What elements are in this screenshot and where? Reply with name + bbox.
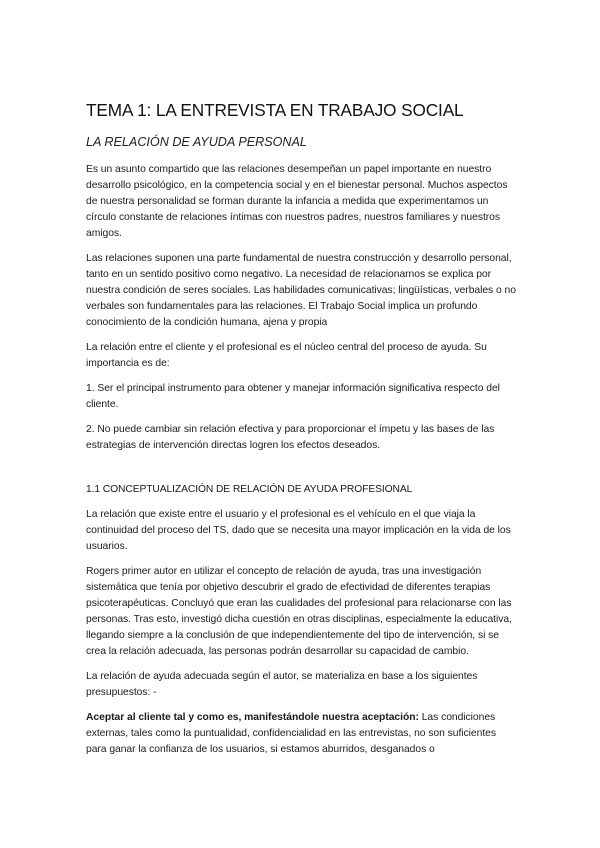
document-subtitle: LA RELACIÓN DE AYUDA PERSONAL [86, 135, 307, 149]
section-heading: 1.1 CONCEPTUALIZACIÓN DE RELACIÓN DE AYUDA PROFESIONAL [86, 484, 413, 495]
paragraph: Rogers primer autor en utilizar el concepto de relación de ayuda, tras una investigación sistemática que tenía por objetivo descubrir el grado de efectividad de diferentes terapias psicoterapéuticas. Concluyó que eran las cualidades del profesional para relacionarse con las personas. Tras esto, investigó dicha cuestión en otras disciplinas, especialmente la educativa, llegando siempre a la conclusión de que independientemente del tipo de intervención, si se crea la relación adecuada, las personas podrán desarrollar su capacidad de cambio. [86, 566, 512, 657]
paragraph: La relación entre el cliente y el profesional es el núcleo central del proceso de ayuda. Su importancia es de: [86, 342, 487, 369]
paragraph: Es un asunto compartido que las relaciones desempeñan un papel importante en nuestro desarrollo psicológico, en la competencia social y en el bienestar personal. Muchos aspectos de nuestra personalidad se forman durante la infancia a medida que experimentamos un círculo constante de relaciones íntimas con nuestros padres, nuestros familiares y nuestros amigos. [86, 164, 508, 239]
document-title: TEMA 1: LA ENTREVISTA EN TRABAJO SOCIAL [86, 100, 464, 120]
paragraph: Las relaciones suponen una parte fundamental de nuestra construcción y desarrollo personal, tanto en un sentido positivo como negativo. La necesidad de relacionarnos se explica por nuestra condición de seres sociales. Las habilidades comunicativas; lingüísticas, verbales o no verbales son fundamentales para las relaciones. El Trabajo Social implica un profundo conocimiento de la condición humana, ajena y propia [86, 253, 516, 328]
paragraph: La relación de ayuda adecuada según el autor, se materializa en base a los siguientes presupuestos: - [86, 671, 478, 698]
paragraph [86, 710, 516, 758]
bold-lead: Aceptar al cliente tal y como es, manifestándole nuestra aceptación: [86, 712, 419, 723]
paragraph-text: Las condiciones externas, tales como la puntualidad, confidencialidad en las entrevistas, no son suficientes para ganar la confianza de los usuarios, si estamos aburridos, desganados o [86, 712, 496, 755]
document-content [86, 100, 516, 767]
list-item: 1. Ser el principal instrumento para obtener y manejar información significativa respecto del cliente. [86, 383, 500, 410]
paragraph: La relación que existe entre el usuario y el profesional es el vehículo en el que viaja la continuidad del proceso del TS, dado que se necesita una mayor implicación en la vida de los usuarios. [86, 509, 511, 552]
list-item: 2. No puede cambiar sin relación efectiva y para proporcionar el ímpetu y las bases de las estrategias de intervención directas logren los efectos deseados. [86, 424, 495, 451]
